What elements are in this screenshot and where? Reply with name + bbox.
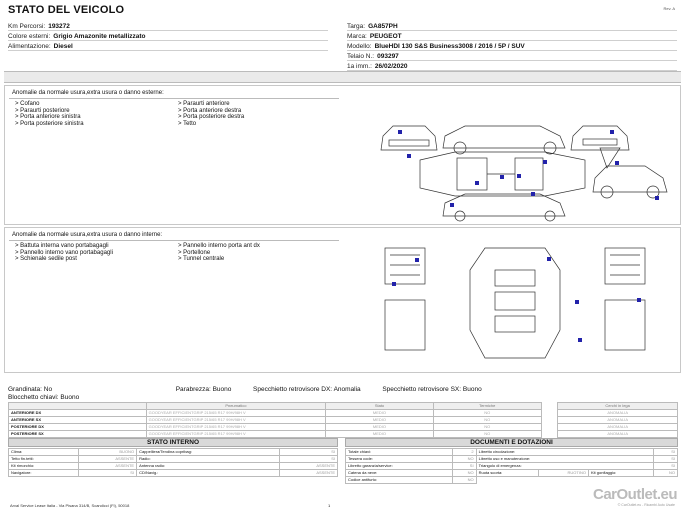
table-row: POSTERIORE DX GOODYEAR EFFICIENTGRIP 215/65 R17 99H/98H V MEDIO NO ANOMALIA — [9, 424, 678, 431]
table-header-row: Pneumatico Stato Termiche Cerchi in lega — [9, 403, 678, 410]
car-front-view — [381, 126, 437, 150]
table-row: Codice antifurto: NO — [346, 477, 678, 484]
list-item: > Paraurti posteriore — [15, 107, 70, 114]
info-row-colore: Colore esterni: Grigio Amazonite metallizzato — [8, 32, 328, 41]
table-row: Libretto garanzia/service: SI Triangolo di emergenza: SI — [346, 463, 678, 470]
interior-heading: Anomalie da normale usura,extra usura o danno interne: — [9, 230, 339, 241]
table-row: ANTERIORE DX GOODYEAR EFFICIENTGRIP 215/65 R17 99H/98H V MEDIO NO ANOMALIA — [9, 410, 678, 417]
list-item: > Pannello interno porta ant dx — [178, 243, 260, 249]
info-row-alimentazione: Alimentazione: Diesel — [8, 42, 328, 51]
car-side-view-right — [593, 166, 667, 192]
car-interior-top-view — [470, 248, 560, 358]
page-title: STATO DEL VEICOLO — [8, 4, 125, 16]
documents-header: DOCUMENTI E DOTAZIONI — [345, 438, 678, 447]
list-item: > Portellone — [178, 249, 211, 256]
interior-list-2 — [178, 243, 333, 263]
list-item: > Porta anteriore destra — [178, 107, 242, 114]
info-row-modello: Modello: BlueHDI 130 S&S Business3008 / 2016 / 5P / SUV — [347, 42, 677, 51]
list-item: > Cofano — [15, 101, 40, 107]
revision-label: Rev. A — [663, 6, 675, 11]
watermark-logo: CarOutlet.eu — [592, 486, 677, 503]
table-row: Totale chiavi: 2 Libretto circolazione: SI — [346, 449, 678, 456]
interior-state-header: STATO INTERNO — [8, 438, 338, 447]
section-divider — [4, 71, 681, 83]
info-row-km: Km Percorsi: 193272 — [8, 22, 328, 31]
list-item: > Porta anteriore sinistra — [15, 114, 81, 120]
list-item: > Porta posteriore sinistra — [15, 120, 84, 127]
exterior-damage-panel — [4, 85, 681, 225]
list-item: > Pannello interno vano portabagagli — [15, 249, 113, 256]
list-item: > Schienale sedile post — [15, 256, 77, 262]
table-row: Navigatore: SI CD/Navig.: ASSENTE — [9, 470, 338, 477]
exterior-list-2 — [178, 101, 333, 127]
page-number: 1 — [328, 503, 331, 508]
info-row-targa: Targa: GA857PH — [347, 22, 677, 31]
car-side-view-top — [443, 126, 565, 148]
footer-company: Arval Service Lease Italia - Via Pisana 314/B, Scandicci (FI), 50018 — [10, 503, 130, 508]
list-item: > Battuta interna vano portabagagli — [15, 243, 109, 249]
table-row: Tessera code: NO Libretto uso e manutenzione: SI — [346, 456, 678, 463]
table-row: POSTERIORE SX GOODYEAR EFFICIENTGRIP 215/65 R17 99H/98H V MEDIO NO ANOMALIA — [9, 431, 678, 438]
exterior-car-diagram — [345, 88, 678, 222]
interior-list-1 — [15, 243, 170, 263]
info-row-telaio: Telaio N.: 093297 — [347, 52, 677, 61]
table-row: Tetto fin.tetti: ASSENTE Radio: SI — [9, 456, 338, 463]
table-row: Kit rimorchio: ASSENTE Antenna radio: ASSENTE — [9, 463, 338, 470]
exterior-list-1 — [15, 101, 170, 127]
list-item: > Paraurti anteriore — [178, 101, 230, 107]
table-row: Catena da neve: NO Ruota scorta: RUOTINO Kit gonfiaggio: NO — [346, 470, 678, 477]
exterior-heading: Anomalie da normale usura,extra usura o danno esterne: — [9, 88, 339, 99]
interior-damage-panel — [4, 227, 681, 373]
car-rear-view — [571, 126, 629, 150]
documents-table — [345, 448, 678, 484]
info-row-marca: Marca: PEUGEOT — [347, 32, 677, 41]
list-item: > Tunnel centrale — [178, 256, 225, 262]
status-line-1: Grandinata: No Parabrezza: Buono Specchietto retrovisore DX: Anomalia Specchietto retrovisore SX: Buono — [8, 386, 482, 393]
info-row-immatricolazione: 1a imm.: 26/02/2020 — [347, 62, 677, 71]
status-line-2: Blocchetto chiavi: Buono — [8, 394, 80, 401]
interior-state-table — [8, 448, 338, 477]
tyres-table — [8, 402, 678, 438]
damage-markers — [398, 130, 659, 207]
watermark-caption: © CarOutlet.eu - Ricambi Auto Usate — [617, 503, 675, 507]
table-row: ANTERIORE SX GOODYEAR EFFICIENTGRIP 215/65 R17 99H/98H V MEDIO NO ANOMALIA — [9, 417, 678, 424]
list-item: > Porta posteriore destra — [178, 114, 245, 120]
list-item: > Tetto — [178, 120, 197, 127]
table-row: Clima: BUONO Cappelliera/Tendina copribag: SI — [9, 449, 338, 456]
interior-car-diagram — [345, 230, 678, 370]
